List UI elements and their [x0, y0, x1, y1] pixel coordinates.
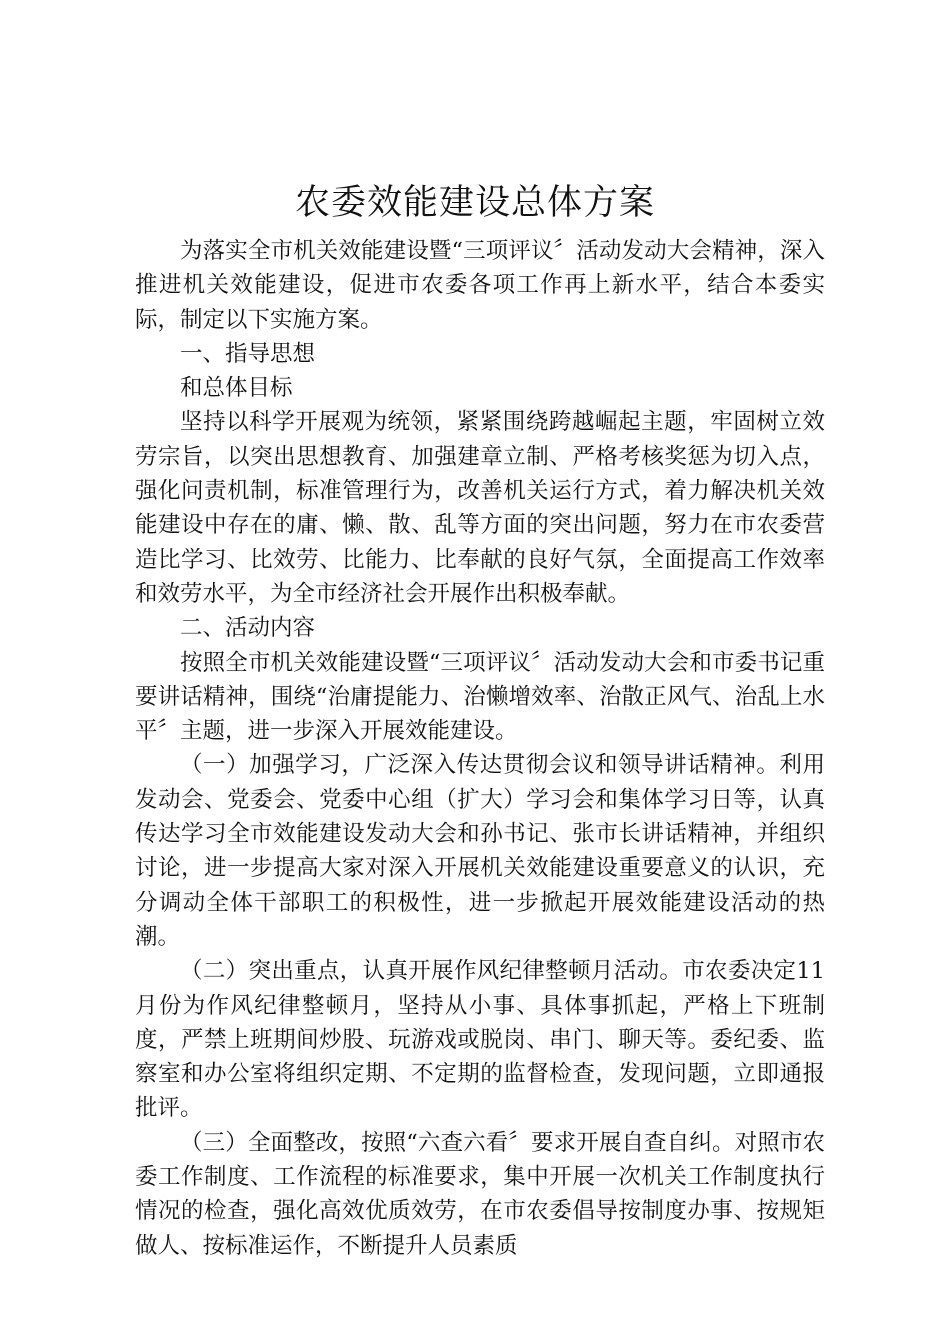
activity-item-3-paragraph: （三）全面整改，按照“六查六看〞要求开展自查自纠。对照市农委工作制度、工作流程的标准要求，集中开展一次机关工作制度执行情况的检查，强化高效优质效劳，在市农委倡导按制度办事、按规矩做人、按标准运作，不断提升人员素质 [135, 1129, 825, 1259]
section-heading-overall-goal: 和总体目标 [180, 375, 293, 402]
goal-paragraph: 坚持以科学开展观为统领，紧紧围绕跨越崛起主题，牢固树立效劳宗旨，以突出思想教育、加强建章立制、严格考核奖惩为切入点，强化问责机制，标准管理行为，改善机关运行方式，着力解决机关效能建设中存在的庸、懒、散、乱等方面的突出问题，努力在市农委营造比学习、比效劳、比能力、比奉献的良好气氛，全面提高工作效率和效劳水平，为全市经济社会开展作出积极奉献。 [135, 409, 825, 607]
activity-intro-paragraph: 按照全市机关效能建设暨“三项评议〞活动发动大会和市委书记重要讲话精神，围绕“治庸提能力、治懒增效率、治散正风气、治乱上水平〞主题，进一步深入开展效能建设。 [135, 649, 825, 745]
intro-paragraph: 为落实全市机关效能建设暨“三项评议〞活动发动大会精神，深入推进机关效能建设，促进市农委各项工作再上新水平，结合本委实际，制定以下实施方案。 [135, 238, 825, 333]
activity-item-2-paragraph: （二）突出重点，认真开展作风纪律整顿月活动。市农委决定11月份为作风纪律整顿月，坚持从小事、具体事抓起，严格上下班制度，严禁上班期间炒股、玩游戏或脱岗、串门、聊天等。委纪委、监察室和办公室将组织定期、不定期的监督检查，发现问题，立即通报批评。 [135, 958, 825, 1122]
document-body [135, 234, 825, 1263]
section-heading-guiding-thought: 一、指导思想 [180, 340, 316, 367]
document-title: 农委效能建设总体方案 [294, 183, 655, 223]
activity-item-1-paragraph: （一）加强学习，广泛深入传达贯彻会议和领导讲话精神。利用发动会、党委会、党委中心组（扩大）学习会和集体学习日等，认真传达学习全市效能建设发动大会和孙书记、张市长讲话精神，并组织讨论，进一步提高大家对深入开展机关效能建设重要意义的认识，充分调动全体干部职工的积极性，进一步掀起开展效能建设活动的热潮。 [135, 752, 825, 950]
section-heading-activity-content: 二、活动内容 [180, 615, 316, 642]
